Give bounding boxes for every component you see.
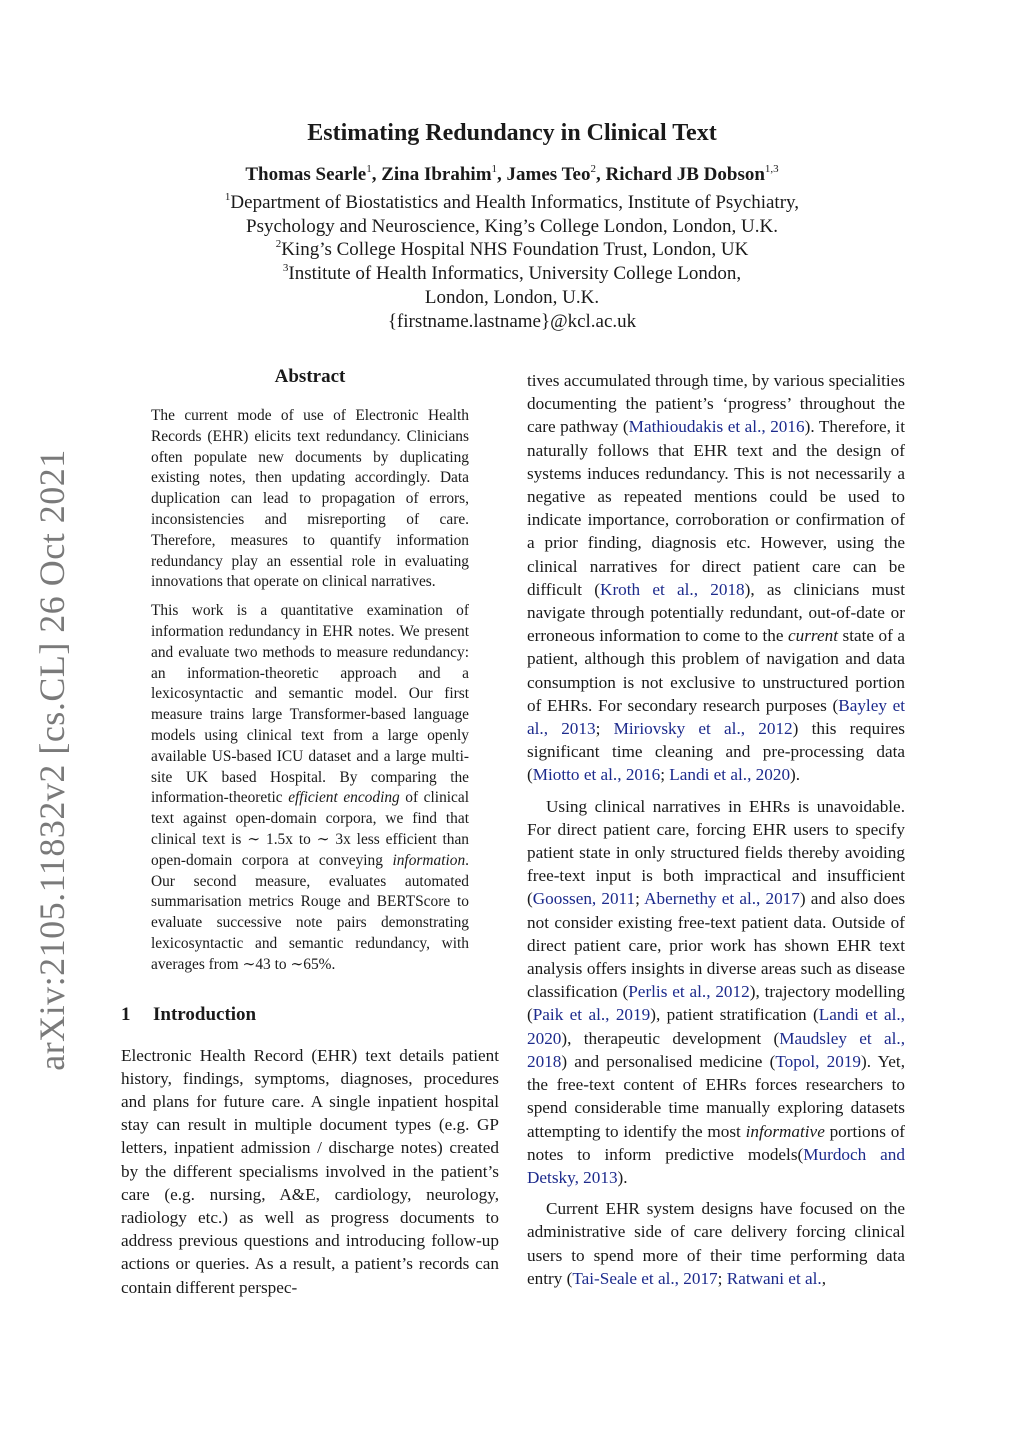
affiliation-line: $^1$Department of Biostatistics and Health Informatics, Institute of Psychiatry,: [224, 191, 800, 213]
author-affiliation-mark: 1,3: [764, 163, 779, 175]
left-column: [121, 366, 499, 1307]
author-affiliation-mark: 1: [491, 163, 498, 175]
abstract-body: [121, 406, 499, 976]
citation-link[interactable]: Bayley et al., 2013: [527, 695, 905, 739]
body-paragraph: Electronic Health Record (EHR) text details patient history, findings, symptoms, diagnoses, procedures and plans for future care. A single inpatient hospital stay can result in multiple document types (e.g. GP letters, inpatient admission / discharge notes) created by the different specialisms involved in the patient’s care (e.g. nursing, A&E, cardiology, neurology, radiology etc.) as well as progress documents to address previous questions and introducing follow-up actions or queries. As a result, a patient’s records can contain different perspec-: [121, 1045, 499, 1297]
arxiv-identifier: [30, 449, 74, 1071]
arxiv-identifier-text: arXiv:2105.11832v2 [cs.CL] 26 Oct 2021: [32, 449, 73, 1071]
citation-link[interactable]: Abernethy et al., 2017: [644, 889, 800, 909]
body-paragraph: Current EHR system designs have focused on the administrative side of care delivery forcing clinical users to spend more of their time performing data entry (Tai-Seale et al., 2017; Ratwani et al.,: [527, 1199, 905, 1288]
citation-link[interactable]: Ratwani et al.: [726, 1268, 822, 1288]
citation-link[interactable]: Perlis et al., 2012: [628, 982, 750, 1002]
citation-link[interactable]: Tai-Seale et al., 2017: [572, 1268, 718, 1288]
citation-link[interactable]: Kroth et al., 2018: [600, 579, 745, 599]
citation-link[interactable]: Maudsley et al., 2018: [527, 1028, 905, 1071]
citation-link[interactable]: Miriovsky et al., 2012: [613, 719, 793, 739]
citation-link[interactable]: Landi et al., 2020: [669, 765, 791, 785]
abstract-paragraph: This work is a quantitative examination of information redundancy in EHR notes. We present and evaluate two methods to measure redundancy: an information-theoretic approach and a lexicosyntactic and semantic model. Our first measure trains large Transformer-based language models using clinical text from a large openly available US-based ICU dataset and a large multi-site UK based Hospital. By comparing the information-theoretic efficient encoding of clinical text against open-domain corpora, we find that clinical text is ∼ 1.5x to ∼ 3x less efficient than open-domain corpora at conveying information. Our second measure, evaluates automated summarisation metrics Rouge and BERTScore to evaluate successive note pairs demonstrating lexicosyntactic and semantic redundancy, with averages from ∼43 to ∼65%.: [151, 602, 469, 973]
affiliation-list: [0, 191, 1024, 333]
abstract-paragraph: The current mode of use of Electronic Health Records (EHR) elicits text redundancy. Clinicians often populate new documents by duplicating existing notes, then updating accordingly. Data duplication can lead to propagation of errors, inconsistencies and misreporting of care. Therefore, measures to quantify information redundancy play an essential role in evaluating innovations that operate on clinical narratives.: [151, 407, 469, 591]
author-name: Richard JB Dobson: [605, 164, 765, 185]
author-list: Thomas Searle$^1$, Zina Ibrahim$^1$, James Teo$^2$, Richard JB Dobson$^{1,3}$: [245, 163, 779, 185]
section-heading-introduction: 1 Introduction: [121, 1003, 257, 1025]
citation-link[interactable]: Landi et al., 2020: [527, 1005, 905, 1048]
introduction-body-continued: [527, 369, 905, 1290]
affiliation-line: Psychology and Neuroscience, King’s College London, London, U.K.: [246, 215, 778, 237]
author-affiliation-mark: 2: [590, 163, 596, 175]
author-name: James Teo: [506, 164, 591, 185]
affiliation-line: London, London, U.K.: [424, 286, 600, 308]
affiliation-line: $^2$King’s College Hospital NHS Foundation Trust, London, UK: [275, 238, 749, 261]
contact-email: {firstname.lastname}@kcl.ac.uk: [387, 310, 637, 332]
author-name: Zina Ibrahim: [381, 164, 492, 185]
abstract-heading: Abstract: [274, 366, 346, 387]
citation-link[interactable]: Goossen, 2011: [532, 889, 636, 909]
author-name: Thomas Searle: [245, 164, 367, 185]
body-paragraph: tives accumulated through time, by various specialities documenting the patient’s ‘progress’ throughout the care pathway (Mathioudakis et al., 2016). Therefore, it naturally follows that EHR text and the design of systems induces redundancy. This is not necessarily a negative as repeated mentions could be used to indicate importance, corroboration or confirmation of a prior finding, diagnosis etc. However, using the clinical narratives for direct patient care can be difficult (Kroth et al., 2018), as clinicians must navigate through potentially redundant, out-of-date or erroneous information to come to the current state of a patient, although this problem of navigation and data consumption is not exclusive to unstructured portion of EHRs. For secondary research purposes (Bayley et al., 2013; Miriovsky et al., 2012) this requires significant time cleaning and pre-processing data (Miotto et al., 2016; Landi et al., 2020).: [527, 371, 905, 785]
citation-link[interactable]: Paik et al., 2019: [532, 1005, 651, 1025]
body-paragraph: Using clinical narratives in EHRs is unavoidable. For direct patient care, forcing EHR users to specify patient state in only structured fields thereby avoiding free-text input is both impractical and insufficient (Goossen, 2011; Abernethy et al., 2017) and also does not consider existing free-text patient data. Outside of direct patient care, prior work has shown EHR text analysis offers insights in diverse areas such as disease classification (Perlis et al., 2012), trajectory modelling (Paik et al., 2019), patient stratification (Landi et al., 2020), therapeutic development (Maudsley et al., 2018) and personalised medicine (Topol, 2019). Yet, the free-text content of EHRs forces researchers to spend considerable time manually exploring datasets attempting to identify the most informative portions of notes to inform predictive models(Murdoch and Detsky, 2013).: [527, 796, 906, 1187]
citation-link[interactable]: Miotto et al., 2016: [532, 765, 661, 785]
affiliation-line: $^3$Institute of Health Informatics, University College London,: [282, 262, 742, 285]
citation-link[interactable]: Mathioudakis et al., 2016: [628, 417, 805, 437]
paper-title: Estimating Redundancy in Clinical Text: [307, 120, 717, 146]
author-affiliation-mark: 1: [366, 163, 372, 175]
introduction-body: [121, 1044, 499, 1299]
citation-link[interactable]: Murdoch and Detsky, 2013: [527, 1144, 905, 1187]
right-column: [527, 366, 905, 1298]
citation-link[interactable]: Topol, 2019: [775, 1051, 862, 1071]
